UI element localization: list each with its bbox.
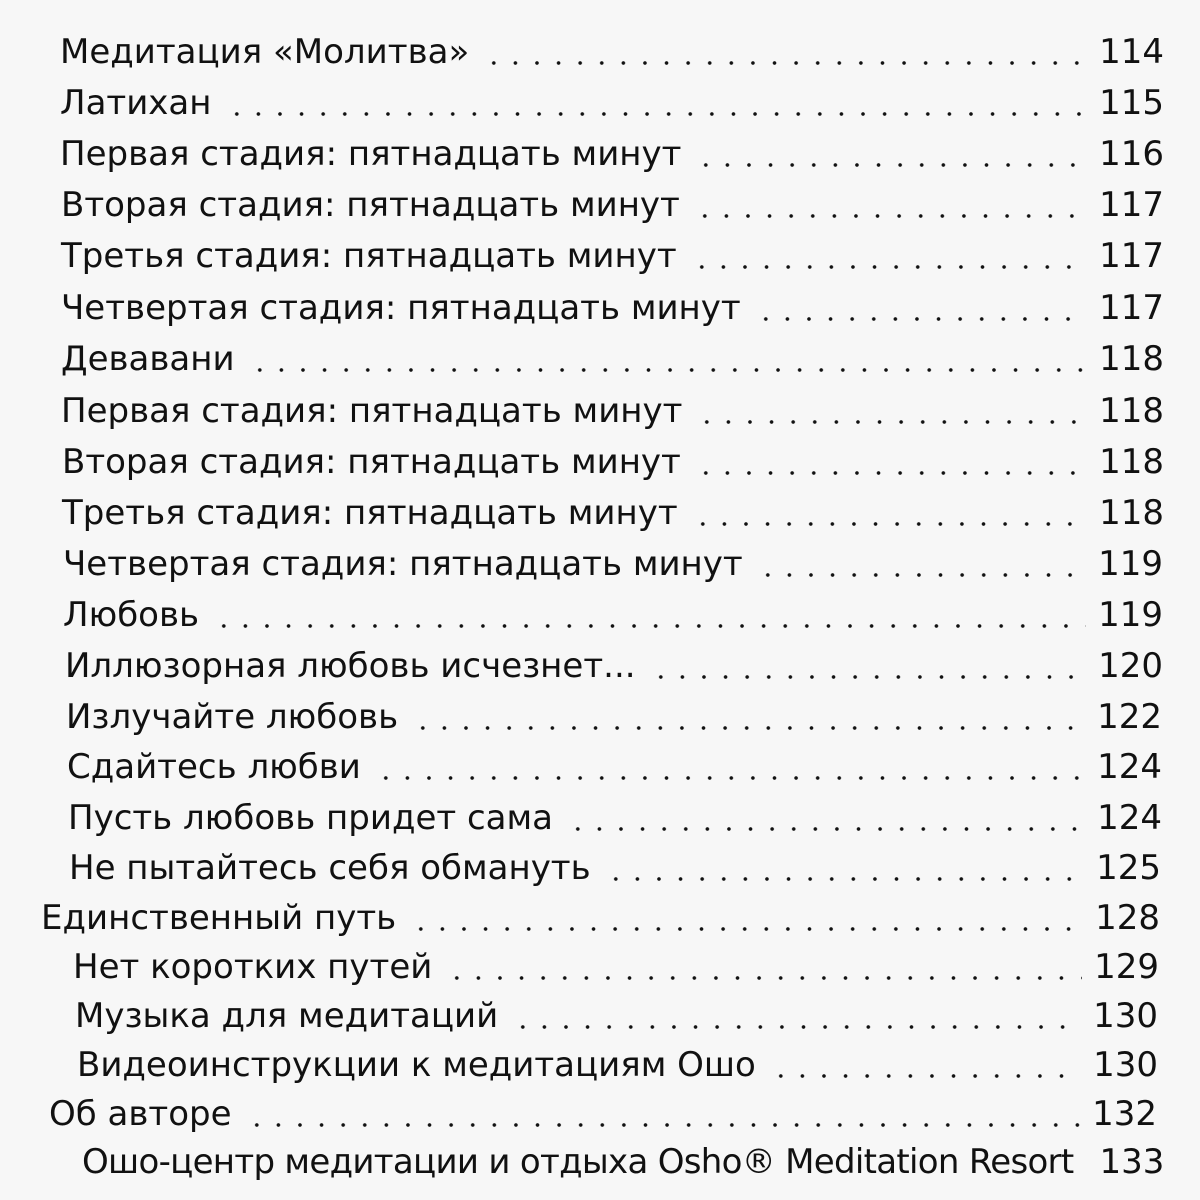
- dot-leader: [567, 827, 1085, 831]
- toc-entry-page-number: 125: [1096, 848, 1161, 888]
- toc-entry-page-number: 118: [1099, 339, 1164, 379]
- toc-entry-title: Медитация «Молитва»: [60, 32, 470, 72]
- toc-entry-title: Иллюзорная любовь исчезнет...: [65, 646, 636, 686]
- toc-entry[interactable]: [63, 531, 1163, 584]
- toc-entry-title: Третья стадия: пятнадцать минут: [62, 493, 678, 533]
- toc-entry-page-number: 117: [1099, 236, 1164, 276]
- toc-entry[interactable]: [65, 633, 1163, 686]
- dot-leader: [695, 471, 1087, 475]
- toc-entry-page-number: 117: [1099, 185, 1164, 225]
- dot-leader: [226, 112, 1088, 116]
- dot-leader: [692, 522, 1087, 526]
- toc-entry-title: Девавани: [61, 339, 235, 379]
- toc-entry-page-number: 119: [1098, 595, 1163, 635]
- toc-entry-title: Не пытайтесь себя обмануть: [69, 848, 591, 888]
- dot-leader: [755, 317, 1087, 321]
- toc-entry-page-number: 119: [1098, 544, 1163, 584]
- dot-leader: [483, 61, 1087, 65]
- toc-entry[interactable]: [62, 429, 1164, 482]
- dot-leader: [770, 1074, 1081, 1078]
- dot-leader: [695, 163, 1087, 167]
- toc-entry[interactable]: [61, 223, 1164, 276]
- toc-entry-title: Четвертая стадия: пятнадцать минут: [63, 544, 743, 584]
- toc-entry[interactable]: [67, 734, 1162, 787]
- toc-entry-title: Первая стадия: пятнадцать минут: [60, 134, 682, 174]
- toc-entry[interactable]: [60, 121, 1164, 174]
- toc-entry-title: Третья стадия: пятнадцать минут: [61, 236, 677, 276]
- toc-entry-title: Вторая стадия: пятнадцать минут: [62, 442, 681, 482]
- toc-entry[interactable]: [61, 326, 1164, 379]
- dot-leader: [410, 927, 1083, 931]
- toc-entry-page-number: 133: [1099, 1142, 1165, 1182]
- toc-entry[interactable]: [73, 934, 1159, 987]
- toc-entry[interactable]: [63, 582, 1163, 635]
- toc-entry-title: Единственный путь: [41, 898, 397, 938]
- toc-entry-page-number: 118: [1099, 442, 1164, 482]
- toc-entry[interactable]: [61, 172, 1164, 225]
- dot-leader: [512, 1025, 1081, 1029]
- toc-entry[interactable]: [66, 684, 1162, 737]
- toc-entry-page-number: 118: [1099, 493, 1164, 533]
- toc-entry[interactable]: [75, 983, 1158, 1036]
- toc-entry-title: Латихан: [60, 83, 212, 123]
- toc-entry[interactable]: [61, 378, 1164, 431]
- toc-entry-title: Музыка для медитаций: [75, 996, 499, 1036]
- toc-entry-page-number: 120: [1098, 646, 1163, 686]
- toc-entry-page-number: 130: [1093, 996, 1158, 1036]
- dot-leader: [412, 726, 1085, 730]
- toc-entry-title: Излучайте любовь: [66, 697, 399, 737]
- dot-leader: [650, 675, 1087, 679]
- toc-entry-title: Первая стадия: пятнадцать минут: [61, 391, 683, 431]
- toc-entry-page-number: 124: [1097, 798, 1162, 838]
- toc-entry-page-number: 124: [1097, 747, 1162, 787]
- toc-entry-page-number: 122: [1097, 697, 1162, 737]
- toc-entry-title: Об авторе: [49, 1094, 232, 1134]
- toc-entry[interactable]: [77, 1032, 1158, 1085]
- dot-leader: [446, 976, 1082, 980]
- toc-entry[interactable]: [41, 885, 1160, 938]
- dot-leader: [246, 1123, 1081, 1127]
- dot-leader: [691, 265, 1087, 269]
- toc-entry-title: Вторая стадия: пятнадцать минут: [61, 185, 680, 225]
- dot-leader: [375, 776, 1085, 780]
- toc-entry-title: Ошо-центр медитации и отдыха Osho® Meditation Resort: [82, 1142, 1074, 1182]
- toc-entry-title: Пусть любовь придет сама: [68, 798, 553, 838]
- dot-leader: [696, 420, 1087, 424]
- toc-entry-title: Нет коротких путей: [73, 947, 433, 987]
- toc-entry[interactable]: [60, 70, 1164, 123]
- toc-entry-title: Любовь: [63, 595, 200, 635]
- toc-entry[interactable]: [69, 835, 1161, 888]
- toc-entry-page-number: 132: [1092, 1094, 1157, 1134]
- toc-entry-page-number: 128: [1095, 898, 1160, 938]
- dot-leader: [249, 368, 1088, 372]
- toc-entry-page-number: 117: [1099, 288, 1164, 328]
- toc-entry-page-number: 130: [1093, 1045, 1158, 1085]
- toc-entry-title: Сдайтесь любви: [67, 747, 361, 787]
- toc-entry-page-number: 129: [1094, 947, 1159, 987]
- dot-leader: [605, 877, 1084, 881]
- toc-entry[interactable]: [68, 785, 1162, 838]
- toc-entry[interactable]: [60, 19, 1164, 72]
- toc-entry[interactable]: [62, 480, 1164, 533]
- toc-entry[interactable]: [82, 1129, 1165, 1182]
- toc-entry-page-number: 116: [1099, 134, 1164, 174]
- toc-entry[interactable]: [49, 1081, 1157, 1134]
- toc-entry[interactable]: [61, 275, 1164, 328]
- toc-entry-page-number: 115: [1099, 83, 1164, 123]
- dot-leader: [694, 214, 1087, 218]
- toc-entry-page-number: 118: [1099, 391, 1164, 431]
- toc-entry-title: Видеоинструкции к медитациям Ошо: [77, 1045, 756, 1085]
- dot-leader: [213, 624, 1086, 628]
- toc-entry-title: Четвертая стадия: пятнадцать минут: [61, 288, 741, 328]
- toc-entry-page-number: 114: [1099, 32, 1164, 72]
- dot-leader: [757, 573, 1086, 577]
